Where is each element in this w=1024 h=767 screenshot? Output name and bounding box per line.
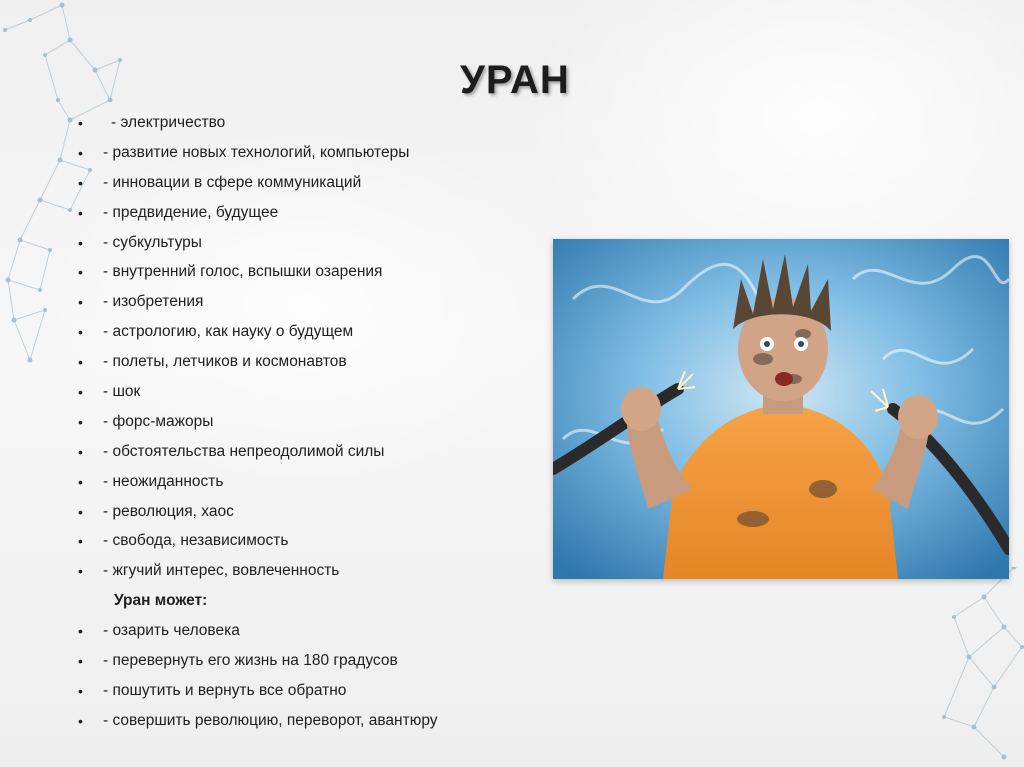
bullet-icon: • bbox=[78, 294, 83, 311]
bullet-icon: • bbox=[78, 712, 83, 729]
bullet-icon: • bbox=[78, 115, 83, 131]
list-item bbox=[78, 141, 548, 171]
bullet-icon: • bbox=[78, 473, 83, 490]
list-item bbox=[78, 709, 548, 739]
list-item bbox=[78, 171, 548, 201]
list-item bbox=[78, 559, 548, 589]
list-item bbox=[78, 470, 548, 500]
list-item-text: - неожиданность bbox=[103, 472, 224, 490]
list-item bbox=[78, 201, 548, 231]
list-item-text: - обстоятельства непреодолимой силы bbox=[103, 442, 385, 460]
list-item bbox=[78, 679, 548, 709]
list-item bbox=[78, 231, 548, 261]
list-item-text: - совершить революцию, переворот, авантюру bbox=[103, 711, 438, 729]
list-item-text: - предвидение, будущее bbox=[103, 203, 279, 221]
list-item bbox=[78, 290, 548, 320]
subheading: Уран может: bbox=[114, 592, 208, 610]
bullet-icon: • bbox=[78, 443, 83, 460]
list-item bbox=[78, 380, 548, 410]
list-item bbox=[78, 350, 548, 380]
list-item-text: - шок bbox=[103, 383, 141, 401]
list-item bbox=[78, 260, 548, 290]
list-item-text: - инновации в сфере коммуникаций bbox=[103, 173, 362, 191]
bullet-list bbox=[78, 111, 548, 739]
list-item-text: - свобода, независимость bbox=[103, 532, 289, 550]
list-item-text: - астрологию, как науку о будущем bbox=[103, 323, 354, 341]
list-item-text: - пошутить и вернуть все обратно bbox=[103, 681, 347, 699]
list-item-text: - электричество bbox=[111, 114, 226, 131]
list-item bbox=[78, 410, 548, 440]
list-item-text: - озарить человека bbox=[103, 622, 240, 640]
bullet-icon: • bbox=[78, 264, 83, 281]
bullet-icon: • bbox=[78, 174, 83, 191]
list-item bbox=[78, 440, 548, 470]
bullet-icon: • bbox=[78, 144, 83, 161]
list-item-text: - перевернуть его жизнь на 180 градусов bbox=[103, 652, 398, 670]
bullet-icon: • bbox=[78, 204, 83, 221]
list-item bbox=[78, 320, 548, 350]
bullet-icon: • bbox=[78, 234, 83, 251]
list-item-text: - развитие новых технологий, компьютеры bbox=[103, 143, 410, 161]
list-item-text: - жгучий интерес, вовлеченность bbox=[103, 562, 340, 580]
list-item bbox=[78, 529, 548, 559]
bullet-icon: • bbox=[78, 354, 83, 371]
bullet-icon: • bbox=[78, 623, 83, 640]
subheading-row bbox=[78, 589, 548, 619]
list-item-text: - форс-мажоры bbox=[103, 412, 214, 430]
list-item-text: - изобретения bbox=[103, 293, 204, 311]
list-item bbox=[78, 649, 548, 679]
bullet-icon: • bbox=[78, 653, 83, 670]
bullet-icon: • bbox=[78, 563, 83, 580]
list-item bbox=[78, 619, 548, 649]
electrified-boy-photo bbox=[553, 239, 1009, 579]
network-decoration-bottom-right bbox=[914, 567, 1024, 767]
slide-title: УРАН bbox=[460, 58, 570, 102]
list-item bbox=[78, 500, 548, 530]
bullet-icon: • bbox=[78, 324, 83, 341]
list-item-text: - полеты, летчиков и космонавтов bbox=[103, 353, 347, 371]
bullet-icon: • bbox=[78, 503, 83, 520]
list-item-text: - революция, хаос bbox=[103, 502, 234, 520]
list-item-text: - субкультуры bbox=[103, 233, 202, 251]
bullet-icon: • bbox=[78, 413, 83, 430]
bullet-icon: • bbox=[78, 682, 83, 699]
list-item-text: - внутренний голос, вспышки озарения bbox=[103, 263, 383, 281]
bullet-icon: • bbox=[78, 533, 83, 550]
bullet-icon: • bbox=[78, 384, 83, 401]
list-item bbox=[78, 111, 548, 141]
